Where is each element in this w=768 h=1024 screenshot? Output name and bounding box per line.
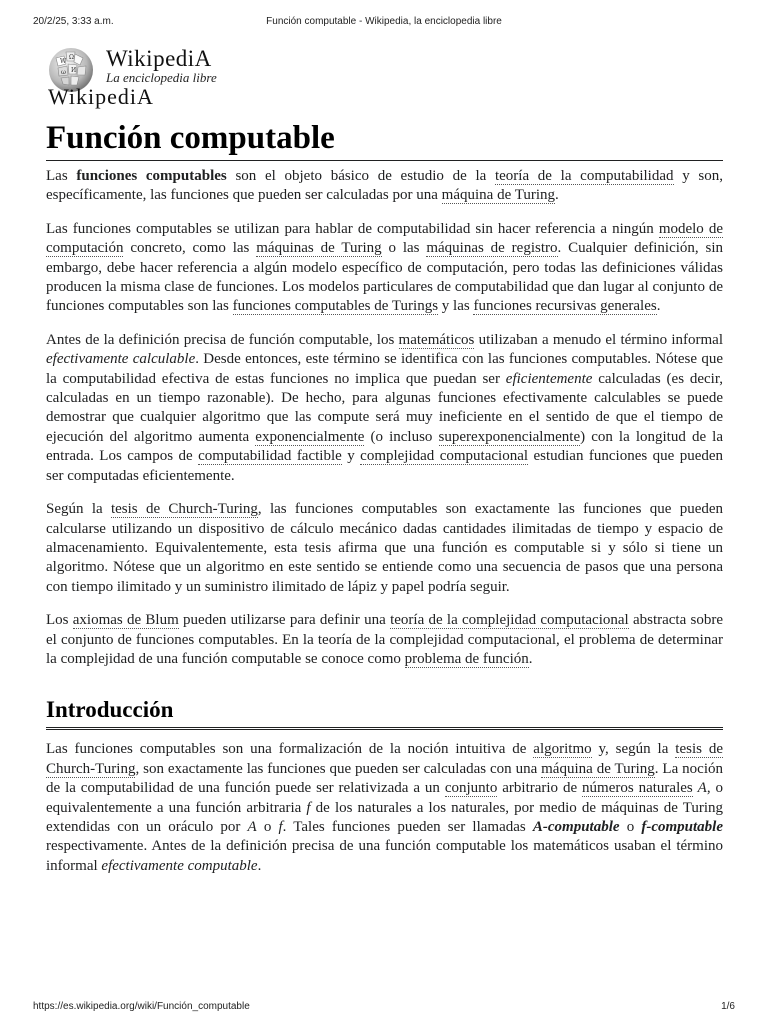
text: y, según la — [591, 741, 676, 758]
italic-term: eficientemente — [505, 370, 593, 387]
wikipedia-wordmark: WikipediA — [106, 46, 212, 71]
print-datetime: 20/2/25, 3:33 a.m. — [33, 16, 114, 27]
text: o — [619, 818, 642, 835]
link-complejidad-computacional[interactable]: complejidad computacional — [360, 448, 529, 465]
paragraph-4 — [46, 500, 723, 597]
section-introduccion — [46, 695, 723, 876]
text: y son, específicamente, las funciones que pueden ser calculadas por una — [46, 168, 723, 204]
text: calculadas (es decir, calculadas en un tiempo razonable). De hecho, para algunas funciones efectivamente calculables se puede demostrar que cualquier algoritmo que las compute será muy ineficiente en el sentido de que el tiempo de ejecución del algoritmo aumenta — [46, 370, 723, 445]
text: . Tales funciones pueden ser llamadas — [282, 818, 533, 835]
text: , las funciones computables son exactamente las funciones que pueden calcularse utilizando un dispositivo de cálculo mecánico dadas cantidades ilimitadas de tiempo y espacio de almacenamiento. Equivalentemente, esta tesis afirma que una función es computable si y sólo si tiene un algoritmo. Nótese que un algoritmo en este sentido se entiende como una secuencia de pasos que una persona con tiempo ilimitado y un suministro ilimitado de lápiz y papel podría seguir. — [46, 501, 724, 595]
text: Los — [46, 612, 73, 629]
italic-term: A — [247, 818, 257, 835]
link-exponencialmente[interactable]: exponencialmente — [255, 428, 365, 445]
text: abstracta sobre el conjunto de funciones computables. En la teoría de la complejidad computacional, el problema de determinar la complejidad de una función computable se conoce como — [46, 612, 723, 667]
text: utilizaban a menudo el término informal — [474, 331, 723, 348]
text: o — [256, 818, 279, 835]
italic-term: f — [306, 799, 311, 816]
text: Las funciones computables se utilizan para hablar de computabilidad sin hacer referencia a ningún — [46, 220, 659, 237]
link-axiomas-blum[interactable]: axiomas de Blum — [72, 612, 179, 629]
italic-term: efectivamente computable — [101, 857, 258, 874]
text: , o equivalentemente a una función arbitraria — [46, 780, 724, 816]
link-algoritmo[interactable]: algoritmo — [533, 741, 592, 758]
bold-italic-term: A-computable — [532, 818, 620, 835]
paragraph-5 — [46, 611, 723, 669]
print-page-title: Función computable - Wikipedia, la enciclopedia libre — [266, 16, 502, 27]
text: y las — [438, 298, 474, 315]
wikipedia-wordmark-secondary: WikipediA — [48, 84, 154, 109]
paragraph-3 — [46, 331, 723, 486]
link-teoria-computabilidad[interactable]: teoría de la computabilidad — [494, 168, 674, 184]
link-modelo-computacion[interactable]: modelo de computación — [46, 220, 724, 257]
svg-text:W: W — [60, 58, 67, 65]
bold-term: funciones computables — [76, 168, 227, 184]
svg-text:И: И — [71, 67, 77, 74]
link-funciones-computables-turing[interactable]: funciones computables de Turings — [232, 298, 439, 315]
text: o las — [381, 240, 427, 257]
paragraph-intro — [46, 740, 723, 876]
link-numeros-naturales[interactable]: números naturales — [582, 780, 693, 797]
text: Las funciones computables son una formalización de la noción intuitiva de — [46, 741, 534, 758]
article-content — [46, 116, 723, 876]
link-superexponencialmente[interactable]: superexponencialmente — [438, 428, 581, 445]
text: concreto, como las — [123, 240, 257, 257]
text: . — [656, 298, 661, 315]
page-title: Función computable — [46, 116, 723, 161]
print-page-counter: 1/6 — [721, 1001, 735, 1012]
link-maquinas-turing[interactable]: máquinas de Turing — [256, 240, 382, 257]
link-matematicos[interactable]: matemáticos — [398, 331, 475, 348]
print-url: https://es.wikipedia.org/wiki/Función_computable — [33, 1001, 250, 1012]
text: pueden utilizarse para definir una — [178, 612, 391, 629]
bold-italic-term: f-computable — [641, 818, 724, 835]
link-funciones-recursivas-generales[interactable]: funciones recursivas generales — [473, 298, 657, 315]
text: . La noción de la computabilidad de una función puede ser relativizada a un — [46, 760, 723, 797]
text: Antes de la definición precisa de función computable, los — [46, 331, 399, 348]
link-tesis-church-turing[interactable]: tesis de Church-Turing — [110, 501, 258, 518]
text: y — [341, 448, 361, 465]
text: Según la — [46, 501, 111, 518]
print-footer — [0, 984, 768, 1024]
text: estudian funciones que pueden ser computadas eficientemente. — [46, 448, 724, 484]
text: . Desde entonces, este término se identifica con las funciones computables. Nótese que la computabilidad efectiva de estas funciones no implica que puedan ser — [46, 351, 723, 387]
text: . — [257, 857, 262, 874]
svg-text:ω: ω — [61, 69, 66, 76]
print-header — [0, 0, 768, 40]
text: , son exactamente las funciones que pueden ser calculadas con una — [135, 760, 542, 777]
link-maquina-turing[interactable]: máquina de Turing — [441, 187, 556, 204]
section-heading: Introducción — [46, 695, 723, 730]
text: . Cualquier definición, sin embargo, debe hacer referencia a algún modelo específico de computación, pero todas las definiciones válidas producen la misma clase de funciones. Los modelos particulares de computabilidad que dan lugar al conjunto de funciones computables son las — [46, 240, 724, 315]
text: son el objeto básico de estudio de la — [226, 168, 495, 184]
italic-term: efectivamente calculable — [46, 351, 196, 368]
link-tesis-church-turing-2[interactable]: tesis de Church-Turing — [46, 741, 723, 777]
link-computabilidad-factible[interactable]: computabilidad factible — [198, 448, 342, 465]
paragraph-lead — [46, 167, 723, 206]
text: Las — [46, 168, 77, 184]
link-problema-funcion[interactable]: problema de función — [404, 650, 529, 667]
italic-term: A — [697, 780, 707, 797]
text: respectivamente. Antes de la definición precisa de una función computable los matemáticos usaban el término informal — [46, 838, 723, 874]
text: . — [555, 187, 559, 204]
link-teoria-complejidad-computacional[interactable]: teoría de la complejidad computacional — [390, 612, 629, 629]
link-conjunto[interactable]: conjunto — [444, 780, 498, 797]
text: arbitrario de — [497, 780, 583, 797]
wikipedia-tagline: La enciclopedia libre — [106, 70, 217, 85]
text: ) con la longitud de la entrada. Los campos de — [46, 428, 724, 465]
text: de los naturales a los naturales, por medio de máquinas de Turing extendidas con un oráculo por — [46, 799, 723, 835]
link-maquina-turing-2[interactable]: máquina de Turing — [541, 760, 655, 777]
paragraph-2 — [46, 220, 723, 317]
text: (o incluso — [364, 428, 439, 445]
svg-text:Ω: Ω — [69, 54, 74, 61]
text: . — [528, 650, 533, 667]
link-maquinas-registro[interactable]: máquinas de registro — [426, 240, 558, 257]
italic-term: f — [278, 818, 283, 835]
